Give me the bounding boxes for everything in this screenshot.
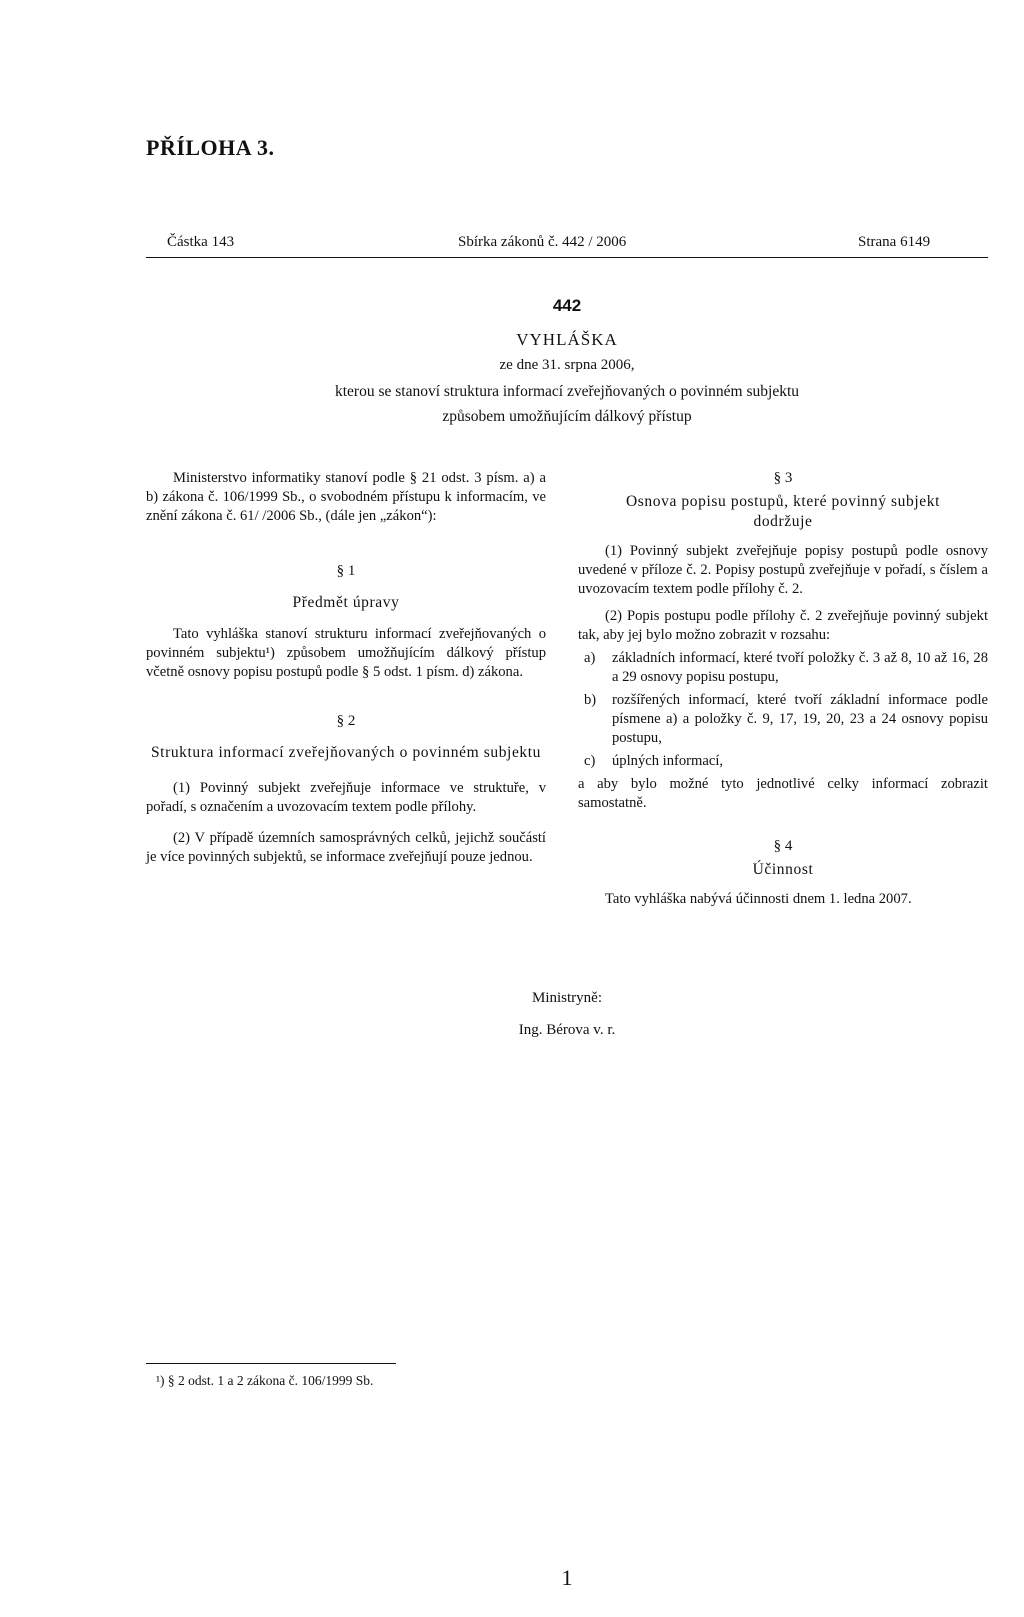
decree-title: způsobem umožňujícím dálkový přístup — [442, 408, 692, 425]
annex-label: PŘÍLOHA 3. — [146, 135, 275, 160]
page-number: 1 — [561, 1565, 573, 1590]
section-title-1: Předmět úpravy — [292, 594, 400, 611]
section-mark-3: § 3 — [773, 470, 793, 486]
section-mark-1: § 1 — [336, 563, 356, 579]
left-column — [146, 469, 546, 867]
list-item — [578, 691, 988, 748]
section-2-paragraph-1: (1) Povinný subjekt zveřejňuje informace ve struktuře, v pořadí, s označením a uvozovacím textem podle přílohy. — [146, 780, 546, 815]
section-title-4: Účinnost — [752, 861, 814, 878]
signature-role: Ministryně: — [532, 990, 602, 1006]
list-item-label: b) — [584, 692, 597, 708]
intro-paragraph: Ministerstvo informatiky stanoví podle § 21 odst. 3 písm. a) a b) zákona č. 106/1999 Sb., o svobodném přístupu k informacím, ve znění zákona č. 61/ /2006 Sb., (dále jen „zákon“): — [146, 470, 546, 524]
list-item-label: a) — [584, 650, 596, 666]
right-column — [578, 469, 988, 909]
list-item — [578, 752, 988, 771]
header-part: Částka 143 — [167, 234, 235, 250]
list-item-text: rozšířených informací, které tvoří základní informace podle písmene a) a položky č. 9, 17, 19, 20, 23 a 24 osnovy popisu postupu, — [612, 692, 988, 746]
signature-block — [146, 990, 988, 1054]
decree-title: kterou se stanoví struktura informací zveřejňovaných o povinném subjektu — [334, 383, 800, 400]
decree-date: ze dne 31. srpna 2006, — [499, 357, 635, 373]
footnote: ¹) § 2 odst. 1 a 2 zákona č. 106/1999 Sb. — [156, 1373, 374, 1388]
list-item — [578, 649, 988, 687]
section-3-closing: a aby bylo možné tyto jednotlivé celky informací zobrazit samostatně. — [578, 776, 988, 811]
section-3-paragraph-2: (2) Popis postupu podle přílohy č. 2 zveřejňuje povinný subjekt tak, aby jej bylo možno zobrazit v rozsahu: — [578, 608, 988, 643]
header-page: Strana 6149 — [858, 234, 931, 250]
signature-name: Ing. Bérova v. r. — [518, 1022, 616, 1038]
section-4-text: Tato vyhláška nabývá účinnosti dnem 1. ledna 2007. — [605, 891, 912, 907]
section-2-paragraph-2: (2) V případě územních samosprávných celků, jejichž součástí je více povinných subjektů, se informace zveřejňují pouze jednou. — [146, 830, 546, 865]
list-item-text: úplných informací, — [612, 753, 724, 769]
section-mark-2: § 2 — [336, 713, 356, 729]
section-3-paragraph-1: (1) Povinný subjekt zveřejňuje popisy postupů podle osnovy uvedené v příloze č. 2. Popisy postupů zveřejňuje v pořadí, s číslem a uvozovacím textem podle přílohy č. 2. — [578, 543, 988, 597]
list-item-text: základních informací, které tvoří položky č. 3 až 8, 10 až 16, 28 a 29 osnovy popisu postupu, — [612, 650, 988, 685]
section-mark-4: § 4 — [773, 838, 793, 854]
section-1-text: Tato vyhláška stanoví strukturu informací zveřejňovaných o povinném subjektu¹) způsobem umožňujícím dálkový přístup včetně osnovy popisu postupů podle § 5 odst. 1 písm. d) zákona. — [146, 626, 546, 680]
header-collection: Sbírka zákonů č. 442 / 2006 — [458, 234, 627, 250]
decree-number: 442 — [552, 296, 582, 315]
decree-kind: VYHLÁŠKA — [516, 330, 618, 349]
section-title-3: Osnova popisu postupů, které povinný subjekt dodržuje — [626, 493, 940, 530]
section-title-2: Struktura informací zveřejňovaných o povinném subjektu — [150, 744, 542, 761]
header-rule — [146, 257, 988, 258]
footnote-rule — [146, 1363, 396, 1364]
list-item-label: c) — [584, 753, 596, 769]
